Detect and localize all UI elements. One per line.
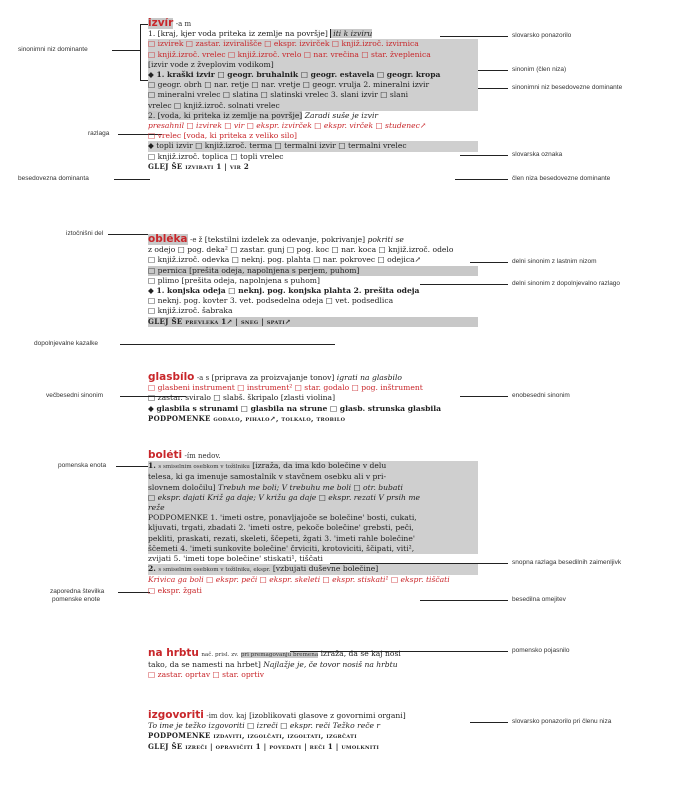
boleti-subsenses-line-5: zvijati 5. 'imeti tope bolečine' stiskati¹, tiščati	[148, 554, 323, 564]
izgovoriti-headword: izgovoriti	[148, 710, 204, 721]
izvir-collocation-line-2: □ geogr. obrh □ nar. retje □ nar. vretje □ geogr. vrulja 2. mineralni izvir	[148, 80, 478, 90]
connector-sinonimni-niz	[112, 50, 140, 51]
izgovoriti-see-also: GLEJ ŠE izreči | opravičiti 1 | povedati | reči 1 | umolkniti	[148, 741, 380, 751]
boleti-sense-1-line-5: reže	[148, 503, 478, 513]
izgovoriti-example: To ime je težko izgovoriti □ izreči □ ekspr. reči Težko reče r	[148, 721, 381, 731]
connector-r-clen	[455, 179, 508, 180]
izvir-synonyms-line-2: □ knjiž.izroč. vrelec □ knjiž.izroč. vrelo □ nar. vrečina □ star. žveplenica	[148, 50, 478, 60]
entry-boleti	[148, 450, 478, 596]
label-slovarska-oznaka: slovarska oznaka	[512, 151, 563, 158]
obleka-synonyms-line-2: □ knjiž.izroč. odevka □ neknj. pog. plahta □ nar. pokrovec □ odejica↗	[148, 255, 421, 265]
label-sinonim-clen-niza: sinonim (člen niza)	[512, 66, 567, 73]
boleti-sense-1-definition: [izraža, da ima kdo bolečine v delu	[252, 461, 387, 471]
obleka-definition: [tekstilni izdelek za odevanje, pokrivanje]	[204, 235, 366, 244]
izvir-headline	[148, 18, 478, 29]
izvir-synonyms-line-1: □ izvirek □ zastar. izvirališče □ ekspr. izvirček □ knjiž.izroč. izvirnica	[148, 39, 478, 49]
label-slovarsko-ponazorilo: slovarsko ponazorilo	[512, 32, 572, 39]
izvir-sense-2-definition: 2. [voda, ki priteka iz zemlje na površje]	[148, 110, 303, 120]
entry-na-hrbtu	[148, 648, 478, 681]
glasbilo-headline	[148, 372, 478, 383]
izgovoriti-subsenses: PODPOMENKE izdaviti, izgolčati, izgoltati, izgrčati	[148, 731, 357, 741]
label-clen-niza-besedovezne: člen niza besedovezne dominante	[512, 175, 611, 182]
obleka-see-also: GLEJ ŠE prevleka 1↗ | sneg | spati↗	[148, 317, 478, 327]
izvir-grammar: -a m	[175, 20, 192, 28]
izvir-sense-1-example: iti k izviru	[330, 29, 372, 38]
connector-dopolnjevalne	[120, 344, 335, 345]
connector-iztocnicni	[108, 234, 148, 235]
label-slovarsko-ponazorilo-pri-clenu: slovarsko ponazorilo pri členu niza	[512, 718, 612, 725]
label-delni-sinonim-dopolnjevalna: delni sinonim z dopolnjevalno razlago	[512, 280, 621, 287]
label-delni-sinonim-lastni-niz: delni sinonim z lastnim nizom	[512, 258, 597, 265]
label-iztocnicni-del: iztočnišni del	[66, 230, 104, 237]
izvir-sense-2-synonyms: presahnil □ izvirek □ vir □ ekspr. izvirček □ ekspr. virček □ studenec↗	[148, 121, 427, 131]
obleka-grammar: -e ž	[189, 236, 203, 244]
obleka-headword: obléka	[148, 234, 188, 245]
boleti-sense-2-restriction: s smiselnim osebkom v tožilniku, ekspr.	[158, 567, 271, 574]
boleti-grammar: -ím nedov.	[184, 452, 221, 460]
boleti-sense-1-line-1	[148, 461, 478, 472]
izvir-see-also: GLEJ ŠE izvirati 1 | vir 2	[148, 161, 250, 171]
label-sinonimni-niz-besedovezne: sinonimni niz besedovezne dominante	[512, 84, 623, 91]
label-dopolnjevalne-kazalke: dopolnjevalne kazalke	[34, 340, 98, 347]
obleka-example: pokriti se	[367, 235, 404, 244]
boleti-sense-2-zgati: □ ekspr. žgati	[148, 585, 202, 595]
boleti-headline	[148, 450, 478, 461]
glasbilo-example: igrati na glasbilo	[336, 373, 402, 382]
glasbilo-collocation: ◆ glasbila s strunami □ glasbila na strune □ glasb. strunska glasbila	[148, 403, 442, 413]
glasbilo-headword: glasbílo	[148, 372, 195, 383]
boleti-sense-1-line-3	[148, 483, 478, 493]
izgovoriti-definition: [izoblikovati glasove z govornimi organi]	[249, 711, 406, 720]
nahrbtu-headline	[148, 648, 478, 660]
glasbilo-subsenses: PODPOMENKE godalo, pihalo↗, tolkalo, trobilo	[148, 413, 346, 423]
obleka-pernica: □ pernica [prešita odeja, napolnjena s perjem, puhom]	[148, 266, 478, 276]
nahrbtu-line-2	[148, 660, 478, 670]
izvir-topli-izvir-line-2: □ knjiž.izroč. toplica □ topli vrelec	[148, 151, 284, 161]
boleti-headword: boléti	[148, 450, 183, 461]
izvir-collocation-line-4: vrelec □ knjiž.izroč. solnati vrelec	[148, 101, 478, 111]
izvir-collocation-line-1: ◆ 1. kraški izvir □ geogr. bruhalnik □ geogr. estavela □ geogr. kropa	[148, 70, 478, 80]
glasbilo-definition: [priprava za proizvajanje tonov]	[211, 373, 335, 382]
glasbilo-grammar: -a s	[196, 374, 210, 382]
glasbilo-synonyms-line-2: □ zastar. sviralo □ slabš. škripalo [zlasti violina]	[148, 393, 336, 403]
nahrbtu-definition-end: tako, da se namesti na hrbet]	[148, 660, 261, 670]
obleka-collocation-line-3: □ knjiž.izroč. šabraka	[148, 306, 233, 316]
izgovoriti-headline	[148, 710, 478, 721]
entry-glasbilo	[148, 372, 478, 424]
label-besedilna-omejitev: besedilna omejitev	[512, 596, 566, 603]
connector-r-omejitev	[420, 600, 508, 601]
entry-obleka	[148, 234, 478, 327]
label-sinonimni-niz-dominante: sinonimni niz dominante	[18, 46, 88, 53]
label-razlaga: razlaga	[88, 130, 110, 137]
label-pomensko-pojasnilo: pomensko pojasnilo	[512, 647, 570, 654]
connector-zaporedna	[118, 592, 150, 593]
nahrbtu-example: Najlažje je, če tovor nosiš na hrbtu	[263, 660, 398, 670]
obleka-collocation-line-1: ◆ 1. konjska odeja □ neknj. pog. konjska plahta 2. prešita odeja	[148, 286, 420, 296]
izvir-sense-1-definition: 1. [kraj, kjer voda priteka iz zemlje na površje]	[148, 29, 328, 39]
boleti-sense-1-def-end: slovnem določilu]	[148, 482, 216, 492]
boleti-sense-1-line-2: telesa, ki ga imenuje samostalnik v stavčnem osebku ali v pri-	[148, 472, 478, 482]
label-vecbesedni-sinonim: večbesedni sinonim	[46, 392, 104, 399]
connector-besedovezna	[114, 179, 150, 180]
boleti-subsenses-line-4: ščemeti 4. 'imeti sunkovite bolečine' črviciti, krotoviciti, ščipati, viti²,	[148, 544, 478, 554]
label-snopna-razlaga: snopna razlaga besedilnih zaimenljivk	[512, 559, 622, 566]
entry-izgovoriti	[148, 710, 478, 752]
boleti-sense-1-number: 1.	[148, 461, 156, 471]
label-besedovezna-dominanta: besedovezna dominanta	[18, 175, 89, 182]
obleka-headline	[148, 234, 478, 245]
izvir-headword: izvír	[148, 18, 174, 29]
boleti-sense-2-line-1	[148, 564, 478, 575]
obleka-collocation-line-2: □ neknj. pog. kovter 3. vet. podsedelna odeja □ vet. podsedlica	[148, 296, 394, 306]
nahrbtu-grammar: nač. prisl. zv.	[201, 652, 239, 658]
bracket-vertical	[140, 24, 141, 80]
nahrbtu-definition: izraža, da se kaj nosi	[320, 649, 401, 658]
label-zaporedna-stevilka: zaporedna številka	[50, 588, 105, 595]
izvir-sense-1	[148, 29, 478, 39]
label-enobesedni-sinonim: enobesedni sinonim	[512, 392, 570, 399]
izgovoriti-grammar: -im dov. kaj	[206, 712, 247, 720]
boleti-sense-1-restriction: s smiselnim osebkom v tožilniku	[158, 464, 250, 471]
izvir-sense-2	[148, 111, 478, 121]
obleka-plimo: □ plimo [prešita odeja, napolnjena s puhom]	[148, 275, 320, 285]
nahrbtu-headword: na hrbtu	[148, 648, 199, 659]
boleti-sense-2-number: 2.	[148, 564, 156, 574]
izvir-topli-izvir-line-1: ◆ topli izvir □ knjiž.izroč. terma □ termalni izvir □ termalni vrelec	[148, 141, 478, 151]
izvir-sense-2-vrelec: □ vrelec [voda, ki priteka z veliko silo]	[148, 131, 298, 141]
boleti-sense-1-line-4: □ ekspr. dajati Križ ga daje; V križu ga daje □ ekspr. rezati V prsih me	[148, 493, 478, 503]
nahrbtu-semantic-note: pri premagovanju bremena	[240, 652, 319, 658]
boleti-subsenses-line-3: pekliti, praskati, rezati, skeleti, ščepeti, žgati 3. 'imeti rahle bolečine'	[148, 534, 478, 544]
izvir-collocation-line-3: □ mineralni vrelec □ slatina □ slatinski vrelec 3. slani izvir □ slani	[148, 90, 478, 100]
label-pomenska-enota: pomenska enota	[58, 462, 107, 469]
label-pomenske-enote: pomenske enote	[52, 596, 101, 603]
obleka-synonyms-line-1: z odejo □ pog. deka² □ zastar. gunj □ pog. koc □ nar. koca □ knjiž.izroč. odelo	[148, 245, 454, 255]
glasbilo-synonyms-line-1: □ glasbeni instrument □ instrument² □ star. godalo □ pog. inštrument	[148, 383, 423, 393]
boleti-subsenses-line-2: kljuvati, trgati, zbadati 2. 'imeti ostre, pekoče bolečine' grebsti, peči,	[148, 523, 478, 533]
boleti-subsenses-line-1: PODPOMENKE 1. 'imeti ostre, ponavljajoče se bolečine' bosti, cukati,	[148, 513, 478, 523]
izvir-sense-2-example: Zaradi suše je izvir	[304, 110, 379, 120]
entry-izvir	[148, 18, 478, 172]
boleti-sense-1-example: Trebuh me boli; V trebuhu me boli □ otr. bubati	[218, 482, 403, 492]
connector-pomenska	[116, 466, 150, 467]
boleti-sense-2-definition: [vzbujati duševne bolečine]	[272, 564, 379, 574]
nahrbtu-synonyms: □ zastar. oprtav □ star. oprtiv	[148, 670, 265, 680]
boleti-sense-2-synonyms: Krivica ga boli □ ekspr. peči □ ekspr. skeleti □ ekspr. stiskati¹ □ ekspr. tiščati	[148, 575, 450, 585]
izvir-synonym-explanation: [izvir vode z žveplovim vodikom]	[148, 60, 478, 70]
